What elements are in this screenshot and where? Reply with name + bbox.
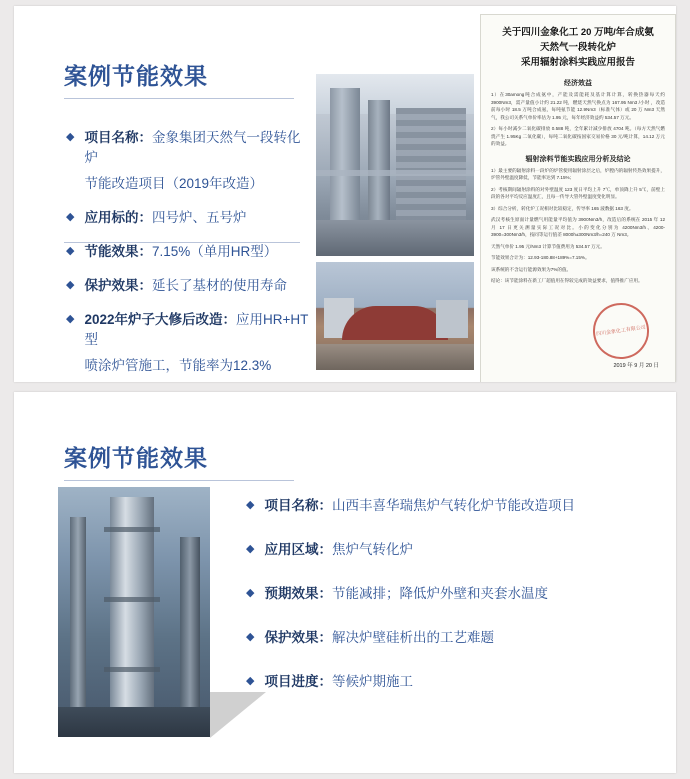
bullet-label: 保护效果： <box>84 278 152 293</box>
photo-structure <box>396 108 466 228</box>
bullet-value: 应用HR+HT型 <box>84 312 309 347</box>
slide-1 <box>14 6 676 382</box>
report-title-line-1: 关于四川金象化工 20 万吨/年合成氨 <box>502 27 654 38</box>
bullet-value: 解决炉壁硅析出的工艺难题 <box>331 630 494 645</box>
report-date: 2019 年 9 月 20 日 <box>613 363 659 369</box>
photo-base <box>58 707 210 737</box>
list-item <box>66 208 312 228</box>
company-seal-stamp: 四川金象化工有限公司 <box>589 299 652 362</box>
plant-photo <box>316 74 474 256</box>
diamond-icon: ◆ <box>66 245 75 257</box>
photo-building-right <box>436 300 468 338</box>
report-paragraph: 该系统的不含运行能源效果为7%的值。 <box>491 266 572 272</box>
slide-2-title-underline <box>64 480 294 481</box>
bullet-subvalue: 喷涂炉管施工，节能率为12.3% <box>84 358 272 373</box>
report-title <box>491 25 665 70</box>
bullet-label: 项目进度： <box>264 674 332 689</box>
list-item <box>246 540 646 560</box>
report-paragraph: 2）考核期间辐射涂料的对外壁温度 123 度日平均上升 7℃，单顶降上升 5℃，前壁上段的各对平均反应温度汇，且每一传导大管外壁温度变化明显。 <box>491 186 665 199</box>
slide-1-title-underline <box>64 98 294 99</box>
bullet-label: 项目名称： <box>84 130 152 145</box>
slide-1-title: 案例节能效果 <box>64 63 208 89</box>
report-section-2-body <box>491 167 665 285</box>
photo-tower <box>330 88 360 238</box>
photo-pipe-right <box>180 537 200 717</box>
list-item <box>246 584 646 604</box>
list-item <box>66 310 312 376</box>
bullet-value: 焦炉气转化炉 <box>331 542 413 557</box>
diamond-icon: ◆ <box>66 131 75 143</box>
list-item <box>246 672 646 692</box>
bullet-label: 项目名称： <box>264 498 332 513</box>
report-paragraph: 天然气单价 1.95 元/Nm3 计算节值费用为 534.57 万元。 <box>491 243 605 249</box>
report-title-line-2: 天然气一段转化炉 <box>539 42 616 53</box>
diamond-icon: ◆ <box>246 543 255 555</box>
list-item <box>246 628 646 648</box>
diamond-icon: ◆ <box>246 499 255 511</box>
photo-pipe <box>316 170 474 176</box>
photo-ground <box>316 220 474 256</box>
slide-2-title: 案例节能效果 <box>64 445 208 471</box>
report-section-1-heading: 经济效益 <box>564 80 592 87</box>
slide-2-bullet-list <box>246 496 646 706</box>
diamond-icon: ◆ <box>246 587 255 599</box>
list-item <box>246 496 646 516</box>
bullet-value: 节能减排；降低炉外壁和夹套水温度 <box>331 586 548 601</box>
photo-column-ring <box>104 597 160 602</box>
report-paragraph: 2）每小时减少二氧化碳排放 0.588 吨，全年累计减少排放 4704 吨。（每方天然气燃烧产生 1.95Kg 二氧化碳），每吨二氧化碳按国家交易价格 30 元/吨计算，14.12 万元的效益。 <box>491 126 665 146</box>
report-paragraph: 节能效果合计为：12.93-180.88+189%=7.15%。 <box>491 255 590 260</box>
report-title-line-3: 采用辐射涂料实践应用报告 <box>520 57 635 68</box>
bullet-label: 应用标的： <box>84 210 152 225</box>
bullet-label: 保护效果： <box>264 630 332 645</box>
bullet-value: 金象集团天然气一段转化炉 <box>84 130 301 165</box>
report-document <box>480 14 676 382</box>
photo-road <box>316 344 474 370</box>
report-section-1-body <box>491 91 665 148</box>
report-paragraph: 1）在30among吨合成氨中，产能及需能耗及基计算计算，转换热器每天约 3900Nm3，需产量值小计约 21.22 吨，燃烧天然气换点为 167.95 Nm3 /小时 ，改造前每小时 18.5 万吨合成氨，每吨氨节能 12.9Nm3（标准气体）或 20 万 Nm3 天然气，我公司关系气单价率估为 1.95 元，每年经济效益约 534.57 万元。 <box>491 92 665 120</box>
diamond-icon: ◆ <box>66 211 75 223</box>
bullet-value: 7.15%（单用HR型） <box>151 244 278 259</box>
diamond-icon: ◆ <box>66 279 75 291</box>
diamond-icon: ◆ <box>246 675 255 687</box>
photo-column-ring <box>104 667 160 672</box>
photo-column-ring <box>104 527 160 532</box>
site-photo <box>316 262 474 370</box>
diamond-icon: ◆ <box>246 631 255 643</box>
bullet-label: 2022年炉子大修后改造： <box>84 312 237 327</box>
slide-2 <box>14 392 676 773</box>
bullet-value: 四号炉、五号炉 <box>151 210 247 225</box>
bullet-subvalue: 节能改造项目（2019年改造） <box>84 176 264 191</box>
list-item <box>66 128 312 194</box>
photo-dome <box>342 306 448 340</box>
slide-1-bullet-list <box>66 128 312 382</box>
bullet-label: 节能效果： <box>84 244 152 259</box>
report-paragraph: 结论：该节能涂料在新工厂超值用在得较完成的效益要求，值得推广应用。 <box>491 278 643 283</box>
list-item <box>66 242 312 262</box>
bullet-value: 延长了基材的使用寿命 <box>151 278 287 293</box>
bullet-label: 预期效果： <box>264 586 332 601</box>
report-section-2-heading: 辐射涂料节能实践应用分析及结论 <box>525 155 631 163</box>
converter-furnace-photo <box>58 487 210 737</box>
photo-pipe-left <box>70 517 86 717</box>
bullet-value: 等候炉期施工 <box>331 674 413 689</box>
list-item <box>66 276 312 296</box>
bullet-label: 应用区域： <box>264 542 332 557</box>
bullet-value: 山西丰喜华瑞焦炉气转化炉节能改造项目 <box>331 498 575 513</box>
report-paragraph: 1）最主要的辐射涂料一段炉的炉管使用辐射涂层之后，炉膛内的辐射传热效果提升，炉管外壁温度降低，节能率达到 7.15%； <box>491 167 665 180</box>
report-paragraph: 武汉考核生原面计量燃气用能量平均值为 3900Nm3/h，改造后的系统在 2015 年 12 月 17 日更关测量实际工况对比。小的变化分别为 4200Nm3/h、4200-3900=300Nm3/h，按同等运行值差 8000h±300Nm3/h=240 万 Nm3。 <box>491 217 665 237</box>
diamond-icon: ◆ <box>66 313 75 325</box>
report-paragraph: 3）综合分析，转化炉工况相对比较稳定，传导率 165 波数据 163 度。 <box>491 205 634 211</box>
